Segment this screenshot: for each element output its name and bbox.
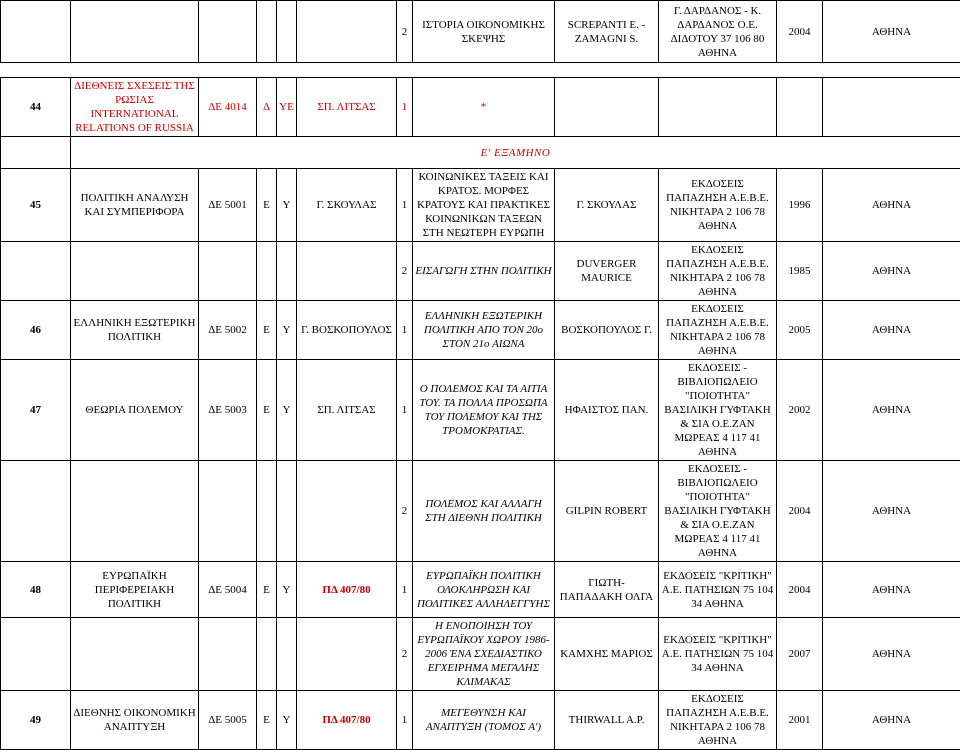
course-number	[1, 1, 71, 63]
book-author: GILPIN ROBERT	[555, 461, 659, 562]
course-requirement	[277, 461, 297, 562]
course-number: 48	[1, 562, 71, 618]
course-code	[199, 1, 257, 63]
semester-title: Ε' ΕΞΑΜΗΝΟ	[71, 137, 960, 169]
course-professor: Γ. ΒΟΣΚΟΠΟΥΛΟΣ	[297, 301, 397, 360]
book-author: ΚΑΜΧΗΣ ΜΑΡΙΟΣ	[555, 618, 659, 691]
course-name: ΕΛΛΗΝΙΚΗ ΕΞΩΤΕΡΙΚΗ ΠΟΛΙΤΙΚΗ	[71, 301, 199, 360]
course-number	[1, 461, 71, 562]
book-year: 1996	[777, 169, 823, 242]
book-publisher: ΕΚΔΟΣΕΙΣ "ΚΡΙΤΙΚΗ" Α.Ε. ΠΑΤΗΣΙΩΝ 75 104 34 ΑΘΗΝΑ	[659, 562, 777, 618]
book-copies: 1	[397, 562, 413, 618]
course-name: ΔΙΕΘΝΗΣ ΟΙΚΟΝΟΜΙΚΗ ΑΝΑΠΤΥΞΗ	[71, 691, 199, 750]
course-professor	[297, 242, 397, 301]
book-year: 2001	[777, 691, 823, 750]
book-city: ΑΘΗΝΑ	[823, 562, 960, 618]
course-professor	[297, 1, 397, 63]
course-code	[199, 242, 257, 301]
course-type: Δ	[257, 78, 277, 137]
book-copies: 1	[397, 169, 413, 242]
book-city: ΑΘΗΝΑ	[823, 461, 960, 562]
book-author: ΗΦΑΙΣΤΟΣ ΠΑΝ.	[555, 360, 659, 461]
book-copies: 2	[397, 242, 413, 301]
book-city: ΑΘΗΝΑ	[823, 691, 960, 750]
book-city: ΑΘΗΝΑ	[823, 242, 960, 301]
book-title: ΜΕΓΕΘΥΝΣΗ ΚΑΙ ΑΝΑΠΤΥΞΗ (ΤΟΜΟΣ Α')	[413, 691, 555, 750]
book-copies: 1	[397, 78, 413, 137]
course-professor: ΠΔ 407/80	[297, 691, 397, 750]
book-copies: 1	[397, 691, 413, 750]
row-separator	[1, 63, 960, 78]
book-copies: 2	[397, 1, 413, 63]
book-publisher	[659, 78, 777, 137]
book-year: 1985	[777, 242, 823, 301]
book-publisher: ΕΚΔΟΣΕΙΣ ΠΑΠΑΖΗΣΗ Α.Ε.Β.Ε. ΝΙΚΗΤΑΡΑ 2 106 78 ΑΘΗΝΑ	[659, 242, 777, 301]
book-year: 2004	[777, 562, 823, 618]
book-year: 2004	[777, 461, 823, 562]
course-requirement: Υ	[277, 301, 297, 360]
book-copies: 1	[397, 301, 413, 360]
book-title: ΕΙΣΑΓΩΓΗ ΣΤΗΝ ΠΟΛΙΤΙΚΗ	[413, 242, 555, 301]
course-number	[1, 242, 71, 301]
book-publisher: ΕΚΔΟΣΕΙΣ ΠΑΠΑΖΗΣΗ Α.Ε.Β.Ε. ΝΙΚΗΤΑΡΑ 2 106 78 ΑΘΗΝΑ	[659, 169, 777, 242]
book-year: 2002	[777, 360, 823, 461]
course-type	[257, 461, 277, 562]
course-name	[71, 618, 199, 691]
course-name	[71, 461, 199, 562]
course-number: 44	[1, 78, 71, 137]
book-author: ΒΟΣΚΟΠΟΥΛΟΣ Γ.	[555, 301, 659, 360]
book-publisher: ΕΚΔΟΣΕΙΣ "ΚΡΙΤΙΚΗ" Α.Ε. ΠΑΤΗΣΙΩΝ 75 104 34 ΑΘΗΝΑ	[659, 618, 777, 691]
table-row	[1, 78, 960, 137]
course-code	[199, 618, 257, 691]
course-professor: ΠΔ 407/80	[297, 562, 397, 618]
course-name: ΕΥΡΩΠΑΪΚΗ ΠΕΡΙΦΕΡΕΙΑΚΗ ΠΟΛΙΤΙΚΗ	[71, 562, 199, 618]
book-year: 2004	[777, 1, 823, 63]
table-row	[1, 242, 960, 301]
book-title: ΕΥΡΩΠΑΪΚΗ ΠΟΛΙΤΙΚΗ ΟΛΟΚΛΗΡΩΣΗ ΚΑΙ ΠΟΛΙΤΙΚΕΣ ΑΛΛΗΛΕΓΓΥΗΣ	[413, 562, 555, 618]
course-type	[257, 242, 277, 301]
book-title: ΠΟΛΕΜΟΣ ΚΑΙ ΑΛΛΑΓΗ ΣΤΗ ΔΙΕΘΝΗ ΠΟΛΙΤΙΚΗ	[413, 461, 555, 562]
course-type	[257, 1, 277, 63]
book-city: ΑΘΗΝΑ	[823, 360, 960, 461]
course-professor: Γ. ΣΚΟΥΛΑΣ	[297, 169, 397, 242]
table-row	[1, 301, 960, 360]
course-number: 49	[1, 691, 71, 750]
book-publisher: ΕΚΔΟΣΕΙΣ - ΒΙΒΛΙΟΠΩΛΕΙΟ "ΠΟΙΟΤΗΤΑ" ΒΑΣΙΛΙΚΗ ΓΥΦΤΑΚΗ & ΣΙΑ Ο.Ε.ΖΑΝ ΜΩΡΕΑΣ 4 117 41 ΑΘΗΝΑ	[659, 360, 777, 461]
book-city: ΑΘΗΝΑ	[823, 169, 960, 242]
table-row	[1, 1, 960, 63]
course-name	[71, 1, 199, 63]
course-professor	[297, 461, 397, 562]
book-city: ΑΘΗΝΑ	[823, 301, 960, 360]
course-number: 45	[1, 169, 71, 242]
book-title: ΙΣΤΟΡΙΑ ΟΙΚΟΝΟΜΙΚΗΣ ΣΚΕΨΗΣ	[413, 1, 555, 63]
course-name	[71, 242, 199, 301]
course-code: ΔΕ 5003	[199, 360, 257, 461]
course-type: Ε	[257, 301, 277, 360]
course-number: 46	[1, 301, 71, 360]
table-row	[1, 618, 960, 691]
table-row	[1, 360, 960, 461]
semester-spacer	[1, 137, 71, 169]
book-publisher: ΕΚΔΟΣΕΙΣ ΠΑΠΑΖΗΣΗ Α.Ε.Β.Ε. ΝΙΚΗΤΑΡΑ 2 106 78 ΑΘΗΝΑ	[659, 301, 777, 360]
book-author: ΓΙΩΤΗ-ΠΑΠΑΔΑΚΗ ΟΛΓΑ	[555, 562, 659, 618]
book-title: Η ΕΝΟΠΟΙΗΣΗ ΤΟΥ ΕΥΡΩΠΑΪΚΟΥ ΧΩΡΟΥ 1986-2006 ΈΝΑ ΣΧΕΔΙΑΣΤΙΚΟ ΕΓΧΕΙΡΗΜΑ ΜΕΓΑΛΗΣ ΚΛΙΜΑΚΑΣ	[413, 618, 555, 691]
course-name: ΔΙΕΘΝΕΙΣ ΣΧΕΣΕΙΣ ΤΗΣ ΡΩΣΙΑΣ INTERNATIONAL RELATIONS OF RUSSIA	[71, 78, 199, 137]
course-code: ΔΕ 5005	[199, 691, 257, 750]
course-type: Ε	[257, 169, 277, 242]
course-type: Ε	[257, 360, 277, 461]
semester-header-row	[1, 137, 960, 169]
separator-cell	[1, 63, 960, 78]
table-row	[1, 562, 960, 618]
book-publisher: ΕΚΔΟΣΕΙΣ ΠΑΠΑΖΗΣΗ Α.Ε.Β.Ε. ΝΙΚΗΤΑΡΑ 2 106 78 ΑΘΗΝΑ	[659, 691, 777, 750]
book-author: Γ. ΣΚΟΥΛΑΣ	[555, 169, 659, 242]
book-copies: 2	[397, 461, 413, 562]
course-requirement	[277, 1, 297, 63]
course-requirement: Υ	[277, 562, 297, 618]
book-author: THIRWALL A.P.	[555, 691, 659, 750]
course-professor: ΣΠ. ΛΙΤΣΑΣ	[297, 78, 397, 137]
course-type: Ε	[257, 691, 277, 750]
course-number	[1, 618, 71, 691]
course-type: Ε	[257, 562, 277, 618]
book-author: SCREPANTI E. - ZAMAGNI S.	[555, 1, 659, 63]
course-professor	[297, 618, 397, 691]
course-code	[199, 461, 257, 562]
book-copies: 2	[397, 618, 413, 691]
book-year	[777, 78, 823, 137]
course-requirement: Υ	[277, 691, 297, 750]
course-code: ΔΕ 5004	[199, 562, 257, 618]
course-code: ΔΕ 5001	[199, 169, 257, 242]
course-code: ΔΕ 4014	[199, 78, 257, 137]
book-year: 2007	[777, 618, 823, 691]
table-row	[1, 691, 960, 750]
book-author: DUVERGER MAURICE	[555, 242, 659, 301]
course-name: ΘΕΩΡΙΑ ΠΟΛΕΜΟΥ	[71, 360, 199, 461]
course-requirement: Υ	[277, 360, 297, 461]
book-city	[823, 78, 960, 137]
book-title: *	[413, 78, 555, 137]
book-publisher: Γ. ΔΑΡΔΑΝΟΣ - Κ. ΔΑΡΔΑΝΟΣ Ο.Ε. ΔΙΔΟΤΟΥ 37 106 80 ΑΘΗΝΑ	[659, 1, 777, 63]
book-title: ΕΛΛΗΝΙΚΗ ΕΞΩΤΕΡΙΚΗ ΠΟΛΙΤΙΚΗ ΑΠΟ ΤΟΝ 20ο ΣΤΟΝ 21ο ΑΙΩΝΑ	[413, 301, 555, 360]
book-city: ΑΘΗΝΑ	[823, 618, 960, 691]
book-copies: 1	[397, 360, 413, 461]
course-requirement: Υ	[277, 169, 297, 242]
table-row	[1, 169, 960, 242]
course-type	[257, 618, 277, 691]
course-professor: ΣΠ. ΛΙΤΣΑΣ	[297, 360, 397, 461]
book-author	[555, 78, 659, 137]
course-requirement: ΥΕ	[277, 78, 297, 137]
book-year: 2005	[777, 301, 823, 360]
course-requirement	[277, 242, 297, 301]
course-requirement	[277, 618, 297, 691]
course-number: 47	[1, 360, 71, 461]
book-publisher: ΕΚΔΟΣΕΙΣ - ΒΙΒΛΙΟΠΩΛΕΙΟ "ΠΟΙΟΤΗΤΑ" ΒΑΣΙΛΙΚΗ ΓΥΦΤΑΚΗ & ΣΙΑ Ο.Ε.ΖΑΝ ΜΩΡΕΑΣ 4 117 41 ΑΘΗΝΑ	[659, 461, 777, 562]
book-city: ΑΘΗΝΑ	[823, 1, 960, 63]
course-code: ΔΕ 5002	[199, 301, 257, 360]
book-title: Ο ΠΟΛΕΜΟΣ ΚΑΙ ΤΑ ΑΙΤΙΑ ΤΟΥ. ΤΑ ΠΟΛΛΑ ΠΡΟΣΩΠΑ ΤΟΥ ΠΟΛΕΜΟΥ ΚΑΙ ΤΗΣ ΤΡΟΜΟΚΡΑΤΙΑΣ.	[413, 360, 555, 461]
table-row	[1, 461, 960, 562]
book-title: ΚΟΙΝΩΝΙΚΕΣ ΤΑΞΕΙΣ ΚΑΙ ΚΡΑΤΟΣ. ΜΟΡΦΕΣ ΚΡΑΤΟΥΣ ΚΑΙ ΠΡΑΚΤΙΚΕΣ ΚΟΙΝΩΝΙΚΩΝ ΤΑΞΕΩΝ ΣΤΗ ΝΕΩΤΕΡΗ ΕΥΡΩΠΗ	[413, 169, 555, 242]
course-name: ΠΟΛΙΤΙΚΗ ΑΝΑΛΥΣΗ ΚΑΙ ΣΥΜΠΕΡΙΦΟΡΑ	[71, 169, 199, 242]
